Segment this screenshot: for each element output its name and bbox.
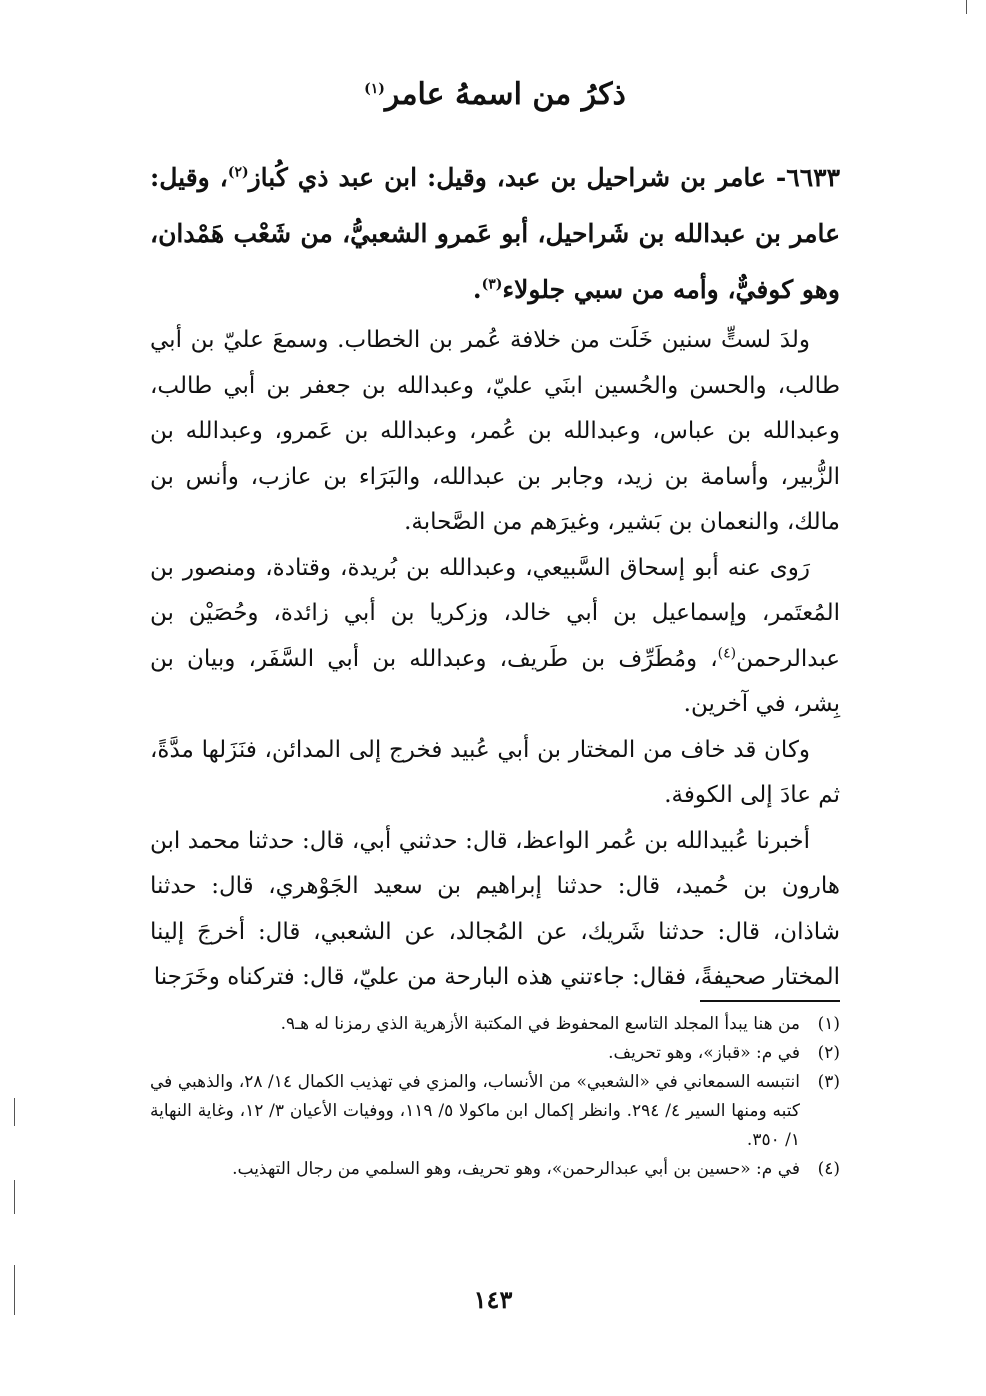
page-number: ١٤٣ — [473, 1285, 513, 1314]
footnote-number: (٢) — [817, 1043, 840, 1063]
biography-entry-header — [150, 150, 840, 318]
footnote-separator — [700, 1000, 840, 1002]
footnote-text: من هنا يبدأ المجلد التاسع المحفوظ في المكتبة الأزهرية الذي رمزنا له هـ٩. — [280, 1014, 800, 1034]
paragraph-birth-teachers: ولدَ لستٍّ سنين خَلَت من خلافة عُمر بن الخطاب. وسمعَ عليّ بن أبي طالب، والحسن والحُسين ابنَي عليّ، وعبدالله بن جعفر بن أبي طالب، وعبدالله بن عباس، وعبدالله بن عُمر، وعبدالله بن عَمرو، وعبدالله بن الزُّبير، وأسامة بن زيد، وجابر بن عبدالله، والبَرَاء بن عازب، وأنس بن مالك، والنعمان بن بَشير، وغيرَهم من الصَّحابة. — [150, 327, 840, 535]
chapter-heading-text: ذكرُ من اسمهُ عامر — [384, 77, 626, 112]
footnote-ref-1: (١) — [364, 81, 385, 97]
paragraph-isnad: أخبرنا عُبيدالله بن عُمر الواعظ، قال: حدثني أبي، قال: حدثنا محمد ابن هارون بن حُميد، قال: حدثنا إبراهيم بن سعيد الجَوْهري، قال: حدثنا شاذان، قال: حدثنا شَريك، عن المُجالد، عن الشعبي، قال: أخرجَ إلينا المختار صحيفةً، فقال: جاءتني هذه البارحة من عليّ، قال: فتركناه وخَرَجنا — [150, 827, 840, 990]
paragraph-narrators-part2: ، ومُطَرِّف بن طَريف، وعبدالله بن أبي السَّفَر، وبيان بن بِشر، في آخرين. — [150, 645, 840, 717]
footnote-text: في م: «حسين بن أبي عبدالرحمن»، وهو تحريف، وهو السلمي من رجال التهذيب. — [232, 1159, 800, 1179]
paragraph-narrators — [150, 546, 840, 728]
footnote-ref-4: (٤) — [717, 644, 737, 661]
entry-text-part2: ، وقيل: عامر بن عبدالله بن شَراحيل، أبو عَمرو الشعبيُّ، من شَعْب هَمْدان، وهو كوفيٌّ، وأمه من سبي جلولاء — [150, 163, 840, 304]
entry-text-part3: . — [472, 275, 482, 304]
body-text — [150, 318, 840, 1001]
footnotes — [150, 1010, 840, 1184]
footnote-1 — [150, 1010, 840, 1039]
footnote-text: انتبسه السمعاني في «الشعبي» من الأنساب، والمزي في تهذيب الكمال ١٤/ ٢٨، والذهبي في كتبه ومنها السير ٤/ ٢٩٤. وانظر إكمال ابن ماكولا ٥/ ١١٩، ووفيات الأعيان ٣/ ١٢، وغاية النهاية ١/ ٣٥٠. — [150, 1072, 801, 1150]
scan-edge-mark-top — [966, 0, 967, 14]
paragraph-madain: وكان قد خاف من المختار بن أبي عُبيد فخرج إلى المدائن، فنَزَلها مدَّةً، ثم عادَ إلى الكوفة. — [150, 736, 840, 808]
footnote-text: في م: «قباز»، وهو تحريف. — [608, 1043, 800, 1063]
footnote-number: (١) — [817, 1014, 840, 1034]
footnote-2 — [150, 1039, 840, 1068]
footnote-number: (٤) — [817, 1159, 840, 1179]
footnote-ref-3: (٣) — [481, 276, 503, 293]
footnote-3 — [150, 1068, 840, 1155]
scan-edge-mark-bottom — [14, 1265, 15, 1315]
footnote-4 — [150, 1155, 840, 1184]
chapter-heading — [150, 70, 840, 120]
scan-edge-mark-low — [14, 1180, 15, 1214]
entry-text-part1: ٦٦٣٣- عامر بن شراحيل بن عبد، وقيل: ابن عبد ذي كُباز — [248, 163, 840, 192]
paragraph-narrators-part1: رَوى عنه أبو إسحاق السَّبيعي، وعبدالله بن بُريدة، وقتادة، ومنصور بن المُعتَمر، وإسماعيل بن أبي خالد، وزكريا بن أبي زائدة، وحُصَيْن بن عبدالرحمن — [150, 554, 840, 672]
footnote-number: (٣) — [817, 1072, 840, 1092]
scan-edge-mark-mid — [14, 1098, 15, 1126]
footnote-ref-2: (٢) — [227, 164, 249, 181]
